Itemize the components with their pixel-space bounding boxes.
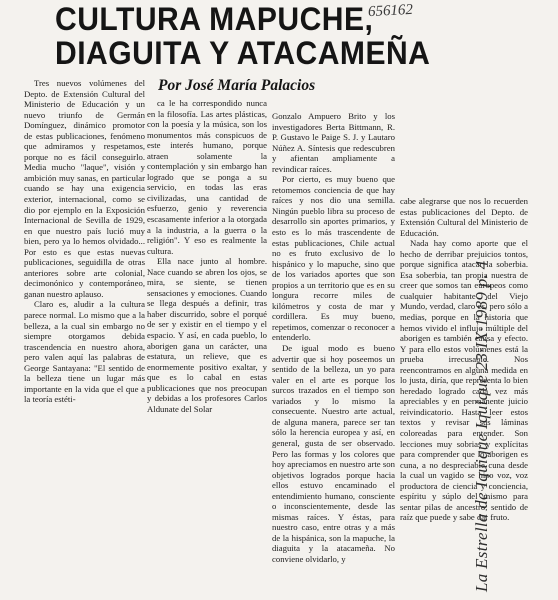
paragraph: Claro es, aludir a la cultura parece normal. Lo mismo que a la belleza, a la cual sin embargo no siempre otorgamos debida trascendencia en nuestro ahora, pero valen aquí las palabras de George Santayana: "El sentido de la belleza tiene un lugar más importante en la vida que el que a la teoría estéti- bbox=[24, 299, 145, 405]
paragraph: Gonzalo Ampuero Brito y los investigadores Berta Bittmann, R. P. Gustavo le Paige S. J. y Lautaro Núñez A. Síntesis que redescubren y afientan ampliamente a revindicar raíces. bbox=[272, 111, 395, 174]
paragraph: Ella nace junto al hombre. Nace cuando se abren los ojos, se mira, se siente, se tienen sensaciones y emociones. Cuando se llega después a definir, tras haber discurrido, sobre el porqué de ser y existir en el tiempo y el espacio. Y así, en cada pueblo, lo aborigen gana un carácter, una estatura, un relieve, que es enormemente positivo exaltar, y que es lo cabal en estas publicaciones que nos preocupan y debidas a los profesores Carlos Aldunate del Solar bbox=[147, 256, 267, 414]
handwritten-source-note: La Estrella de Iquique Iquique 23·IX·1989 p. 4 bbox=[472, 260, 491, 592]
headline-line-1: CULTURA MAPUCHE, bbox=[55, 1, 374, 37]
paragraph: Tres nuevos volúmenes del Depto. de Extensión Cultural del Ministerio de Educación y un nuevo triunfo de Germán Domínguez, dinámico promotor de estas publicaciones, fenómeno que admiramos y respetamos, porque no es fácil conseguirlo. Media mucho "laque", visión y ambición muy sanas, en particular cuando se hay una exigencia exterior, internacional, como se dio por ejemplo en la Exposición Internacional de Sevilla de 1929, en que nuestro país lució muy bien, pero ya lo hemos olvidado... Por esto es que estas nuevas publicaciones, seguidilla de otras anteriores sobre arte colonial, decimonónico y contemporáneo, ganan nuestro aplauso. bbox=[24, 78, 145, 299]
paragraph: Nada hay como aporte que el hecho de derribar prejuicios tontos, porque significa atacar la soberbia. Esa soberbia, tan propia nuestra de creer que somos tan europeos como cualquier habitante del Viejo Mundo, verdad, claro es, pero sólo a medias, porque en la historia que hemos vivido el influjo múltiple del aborigen es también causa y efecto. Y para ello estos volúmenes está la prueba irrecusable. Nos reencontramos en alguna medida en lo justa, diría, que representa lo bien heredado logrado cada vez más apreciables y en permanente juicio reivindicatorio. Hasta leer estos textos y revisar sus láminas coloreadas para entender. Son lecciones muy sobrias y explícitas para comprender que lo aborigen es cuna, a no despreciable cuna desde la cual un vagido se hizo voz, voz productora de ciencia y conciencia, espíritu y súplo del mismo para sentar pilas de ancestro, sentido de raíz que puede y sabe dar fruto. bbox=[400, 238, 528, 523]
article-headline bbox=[55, 1, 431, 71]
headline-line-2: DIAGUITA Y ATACAMEÑA bbox=[55, 35, 431, 71]
paragraph: ca le ha correspondido nunca en la filosofía. Las artes plásticas, con la poesía y la música, son los monumentos más conspicuos de este interés humano, porque atraen solamente la contemplación y sin embargo han logrado que se ponga a su servicio, en todas las eras civilizadas, una cantidad de esfuerzo, genio y reverencia escasamente inferior a la otorgada a la industria, a la guerra o la religión". Y eso es realmente la cultura. bbox=[147, 98, 267, 256]
text-column-3 bbox=[272, 111, 395, 597]
paragraph: Por cierto, es muy bueno que retomemos conciencia de que hay raíces y nos dio una semilla. Ningún pueblo libra su proceso de desarrollo sin aportes primarios, y esto es lo más trascendente de estas publicaciones, Chile actual no es fruto exclusivo de lo hispánico y lo mapuche, sino que de los variados aportes que son propios a un territorio que es en su longura recorre miles de kilómetros y costa de mar y cordillera. Es muy bueno, repetimos, comenzar o reconocer a entenderlo. bbox=[272, 174, 395, 343]
catalog-number: 656162 bbox=[367, 1, 414, 21]
text-column-2 bbox=[147, 98, 267, 414]
text-column-4 bbox=[400, 196, 528, 598]
article-byline: Por José María Palacios bbox=[158, 77, 316, 94]
text-column-1 bbox=[24, 78, 145, 598]
paragraph: cabe alegrarse que nos lo recuerden estas publicaciones del Depto. de Extensión Cultural del Ministerio de Educación. bbox=[400, 196, 528, 238]
paragraph: De igual modo es bueno advertir que si hoy poseemos un sentido de la belleza, un yo para valer en el arte es porque los surcos trazados en el tiempo son variados y lo mismo la consecuente. Nuestro arte actual, de alguna manera, parece ser tan sólo la herencia europea y así, en general, gusta de ser observado. Pero las formas y los colores que hoy apreciamos en nuestro arte son objetivos logrados porque hacia ellos estuvo encaminado el entendimiento humano, consciente o inconscientemente, desde las mismas raíces. Y éstas, para nuestro caso, entre otras y a más de la hispánica, son la mapuche, la diaguita y la atacameña. No conviene olvidarlo, y bbox=[272, 343, 395, 564]
